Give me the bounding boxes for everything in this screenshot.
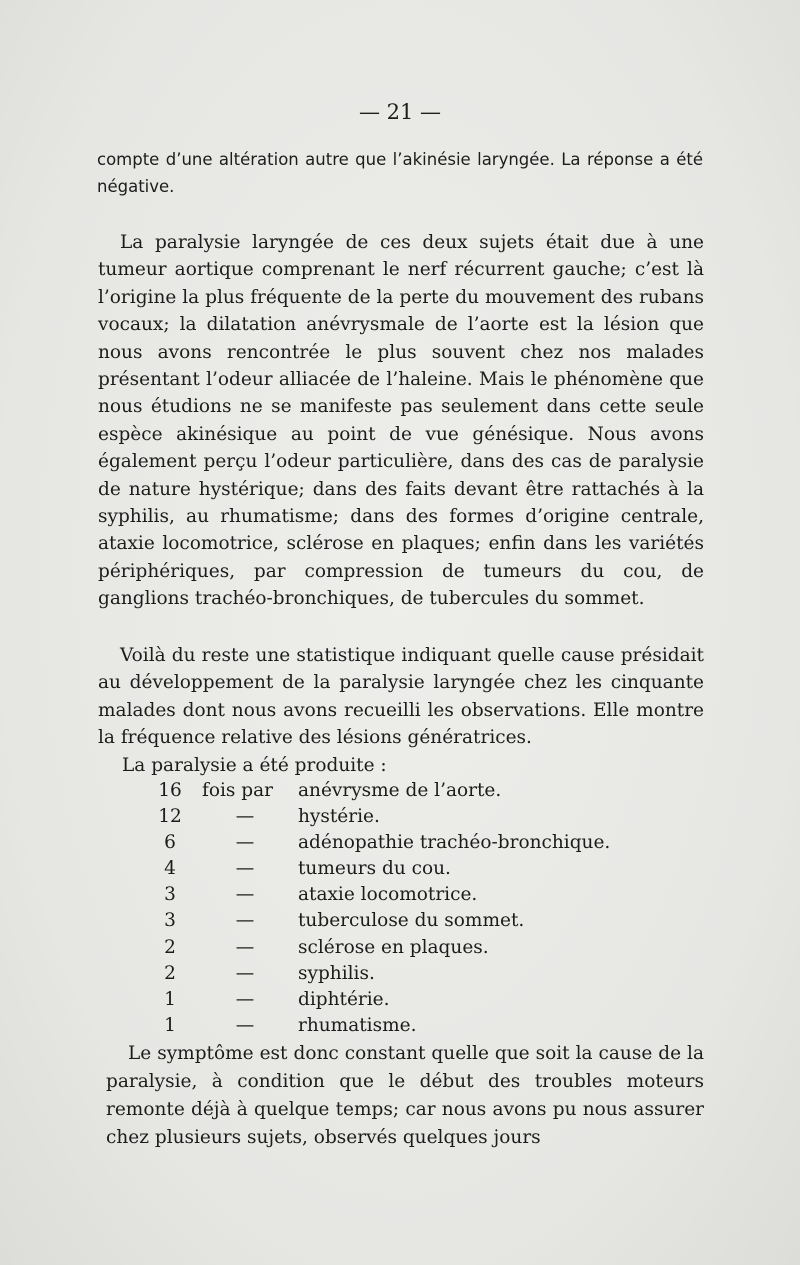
statistics-row — [140, 961, 660, 987]
stat-separator: — — [235, 806, 255, 828]
stat-count: 12 — [158, 806, 182, 828]
paragraph-statistics-lead: La paralysie a été produite : — [122, 755, 387, 776]
paragraph-statistics-intro: Voilà du reste une statistique indiquant quelle cause présidait au développement de la paralysie laryngée chez les cinquante malades dont nous avons recueilli les observations. Elle montre la fréquence relative des lésions génératrices. — [98, 645, 704, 749]
stat-count: 2 — [164, 962, 176, 984]
stat-cause: hystérie. — [298, 806, 380, 828]
stat-cause: rhumatisme. — [298, 1014, 417, 1036]
page-number: — 21 — — [358, 100, 442, 124]
stat-cause: sclérose en plaques. — [298, 936, 489, 958]
stat-separator: — — [235, 858, 255, 880]
stat-count: 16 — [158, 780, 182, 801]
stat-count: 1 — [164, 988, 176, 1010]
stat-separator: — — [235, 884, 255, 906]
statistics-row — [140, 882, 660, 908]
stat-cause: adénopathie trachéo-bronchique. — [298, 832, 611, 854]
stat-cause: syphilis. — [298, 962, 375, 984]
statistics-row — [140, 830, 660, 856]
stat-separator: fois par — [202, 780, 273, 801]
stat-cause: tumeurs du cou. — [298, 858, 451, 880]
stat-separator: — — [235, 832, 255, 854]
stat-separator: — — [235, 962, 255, 984]
stat-cause: tuberculose du sommet. — [298, 910, 525, 932]
statistics-row — [140, 804, 660, 830]
stat-separator: — — [235, 936, 255, 958]
intro-paragraph: compte d’une altération autre que l’akinésie laryngée. La réponse a été négative. — [97, 150, 703, 196]
stat-cause: ataxie locomotrice. — [298, 884, 478, 906]
stat-count: 3 — [164, 884, 176, 906]
statistics-row — [140, 856, 660, 882]
stat-separator: — — [235, 910, 255, 932]
stat-cause: diphtérie. — [298, 988, 390, 1010]
stat-count: 4 — [164, 858, 176, 880]
stat-count: 1 — [164, 1014, 176, 1036]
stat-separator: — — [235, 988, 255, 1010]
stat-separator: — — [235, 1014, 255, 1036]
statistics-row — [140, 935, 660, 961]
statistics-list — [140, 778, 660, 1039]
stat-count: 3 — [164, 910, 176, 932]
statistics-row — [140, 778, 660, 804]
statistics-row — [140, 987, 660, 1013]
stat-count: 2 — [164, 936, 176, 958]
statistics-row — [140, 908, 660, 934]
stat-count: 6 — [164, 832, 176, 854]
paragraph-conclusion: Le symptôme est donc constant quelle que soit la cause de la paralysie, à condition que le début des troubles moteurs remonte déjà à quelque temps; car nous avons pu nous assurer chez plusieurs sujets, observés quelques jours — [106, 1043, 704, 1148]
paragraph-laryngeal-paralysis: La paralysie laryngée de ces deux sujets était due à une tumeur aortique comprenant le nerf récurrent gauche; c’est là l’origine la plus fréquente de la perte du mouvement des rubans vocaux; la dilatation anévrysmale de l’aorte est la lésion que nous avons rencontrée le plus souvent chez nos malades présentant l’odeur alliacée de l’haleine. Mais le phénomène que nous étudions ne se manifeste pas seulement dans cette seule espèce akinésique au point de vue génésique. Nous avons également perçu l’odeur particulière, dans des cas de paralysie de nature hystérique; dans des faits devant être rattachés à la syphilis, au rhumatisme; dans des formes d’origine centrale, ataxie locomotrice, sclérose en plaques; enfin dans les variétés périphériques, par compression de tumeurs du cou, de ganglions trachéo-bronchiques, de tubercules du sommet. — [98, 232, 704, 610]
stat-cause: anévrysme de l’aorte. — [298, 780, 502, 801]
statistics-row — [140, 1013, 660, 1039]
